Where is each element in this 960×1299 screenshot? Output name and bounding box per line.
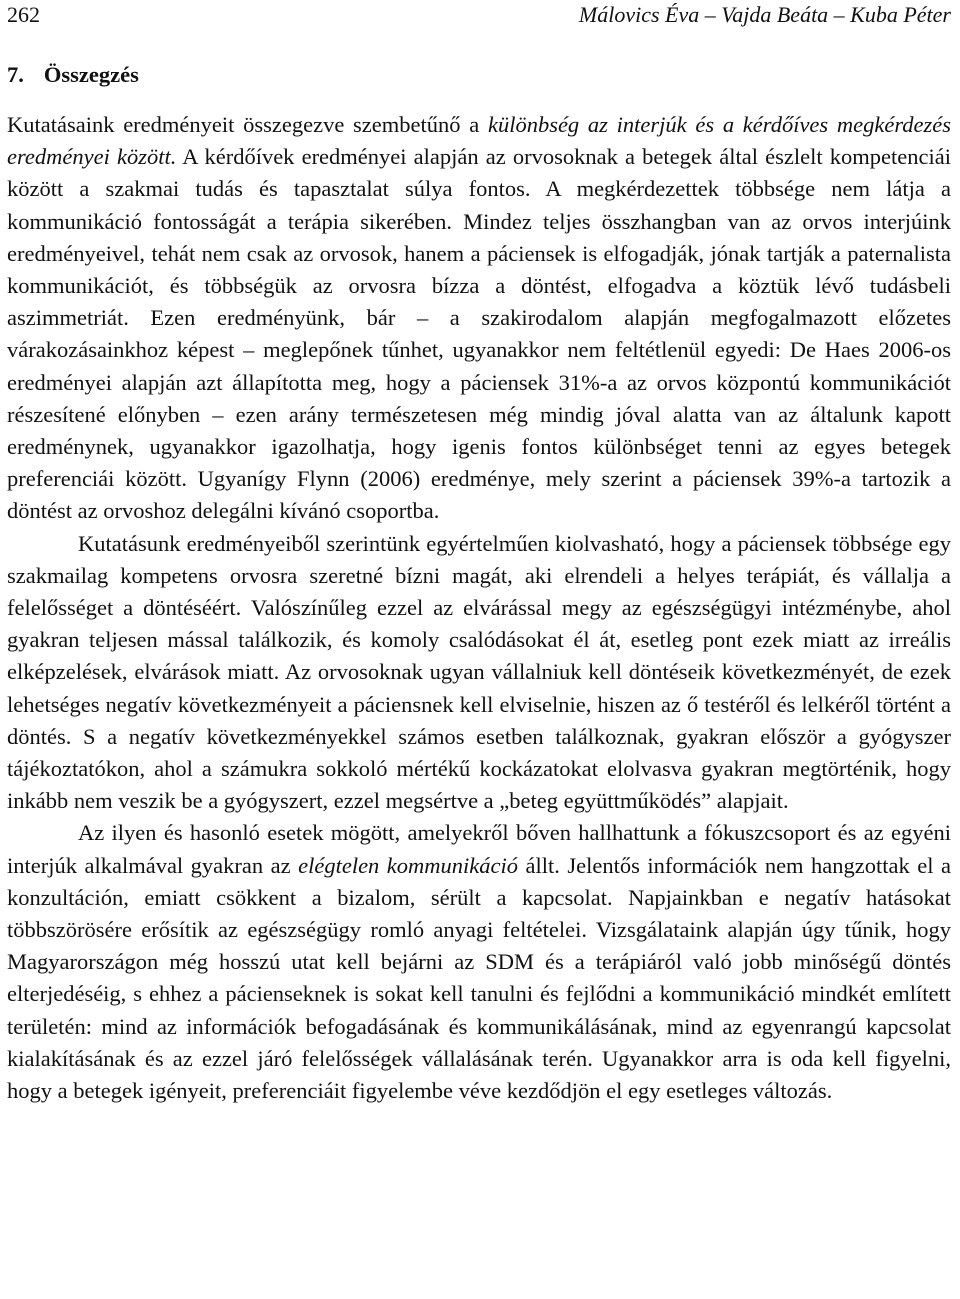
paragraph-2: Kutatásunk eredményeiből szerintünk egyértelműen kiolvasható, hogy a páciensek többsége egy szakmailag kompetens orvosra szeretné bízni magát, aki elrendeli a helyes terápiát, és vállalja a felelősséget a döntéséért. Valószínűleg ezzel az elvárással megy az egészségügyi intézménybe, ahol gyakran teljesen mással találkozik, és komoly csalódásokat él át, esetleg pont ezek miatt az irreális elképzelések, elvárások miatt. Az orvosoknak ugyan vállalniuk kell döntéseik következményét, de ezek lehetséges negatív következményeit a páciensnek kell elviselnie, hiszen az ő testéről és lelkéről történt a döntés. S a negatív következményekkel számos esetben találkoznak, gyakran először a gyógyszer tájékoztatókon, ahol a számukra sokkoló mértékű kockázatokat elolvasva gyakran megtörténik, hogy inkább nem veszik be a gyógyszert, ezzel megsértve a „beteg együttműködés” alapjait. [7, 530, 951, 814]
paragraph-3-emphasis: elégtelen kommunikáció [298, 852, 519, 878]
section-title: Összegzés [43, 62, 139, 87]
running-header-authors: Málovics Éva – Vajda Beáta – Kuba Péter [578, 2, 951, 27]
page-number: 262 [7, 2, 40, 27]
paragraph-1-text-b: A kérdőívek eredményei alapján az orvosoknak a betegek által észlelt kompetenciái között a szakmai tudás és tapasztalat súlya fontos. A megkérdezettek többsége nem látja a kommunikáció fontosságát a terápia sikerében. Mindez teljes összhangban van az orvos interjúink eredményeivel, tehát nem csak az orvosok, hanem a páciensek is elfogadják, jónak tartják a paternalista kommunikációt, és többségük az orvosra bízza a döntést, elfogadva a köztük lévő tudásbeli aszimmetriát. Ezen eredményünk, bár – a szakirodalom alapján megfogalmazott előzetes várakozásainkhoz képest – meglepőnek tűnhet, ugyanakkor nem feltétlenül egyedi: De Haes 2006-os eredményei alapján azt állapította meg, hogy a páciensek 31%-a az orvos központú kommunikációt részesítené előnyben – ezen arány természetesen még mindig jóval alatta van az általunk kapott eredménynek, ugyanakkor igazolhatja, hogy igenis fontos különbséget tenni az egyes betegek preferenciái között. Ugyanígy Flynn (2006) eredménye, mely szerint a páciensek 39%-a tartozik a döntést az orvoshoz delegálni kívánó csoportba. [7, 144, 951, 524]
section-number: 7. [7, 62, 24, 87]
section-heading [7, 61, 951, 89]
paragraph-3-text-a: Az ilyen és hasonló esetek mögött, amelyekről bőven hallhattunk a fókuszcsoport és az egyéni interjúk alkalmával gyakran az [7, 820, 951, 878]
paragraph-1-text-a: Kutatásaink eredményeit összegezve szembetűnő a [7, 112, 488, 137]
paragraph-1 [7, 109, 951, 528]
paragraph-1-emphasis: különbség az interjúk és a kérdőíves megkérdezés eredményei között. [7, 112, 952, 170]
running-header [7, 0, 951, 29]
body-text [7, 109, 951, 1107]
paragraph-3 [7, 817, 951, 1107]
paragraph-3-text-b: állt. Jelentős információk nem hangzottak el a konzultáción, emiatt csökkent a bizalom, sérült a kapcsolat. Napjainkban e negatív hatásokat többszörösére erősítik az egészségügy romló anyagi feltételei. Vizsgálataink alapján úgy tűnik, hogy Magyarországon még hosszú utat kell bejárni az SDM és a terápiáról való jobb minőségű döntés elterjedéséig, s ehhez a pácienseknek is sokat kell tanulni és fejlődni a kommunikáció mindkét említett területén: mind az információk befogadásának és kommunikálásának, mind az egyenrangú kapcsolat kialakításának és az ezzel járó felelősségek vállalásának terén. Ugyanakkor arra is oda kell figyelni, hogy a betegek igényeit, preferenciáit figyelembe véve kezdődjön el egy esetleges változás. [7, 852, 951, 1104]
